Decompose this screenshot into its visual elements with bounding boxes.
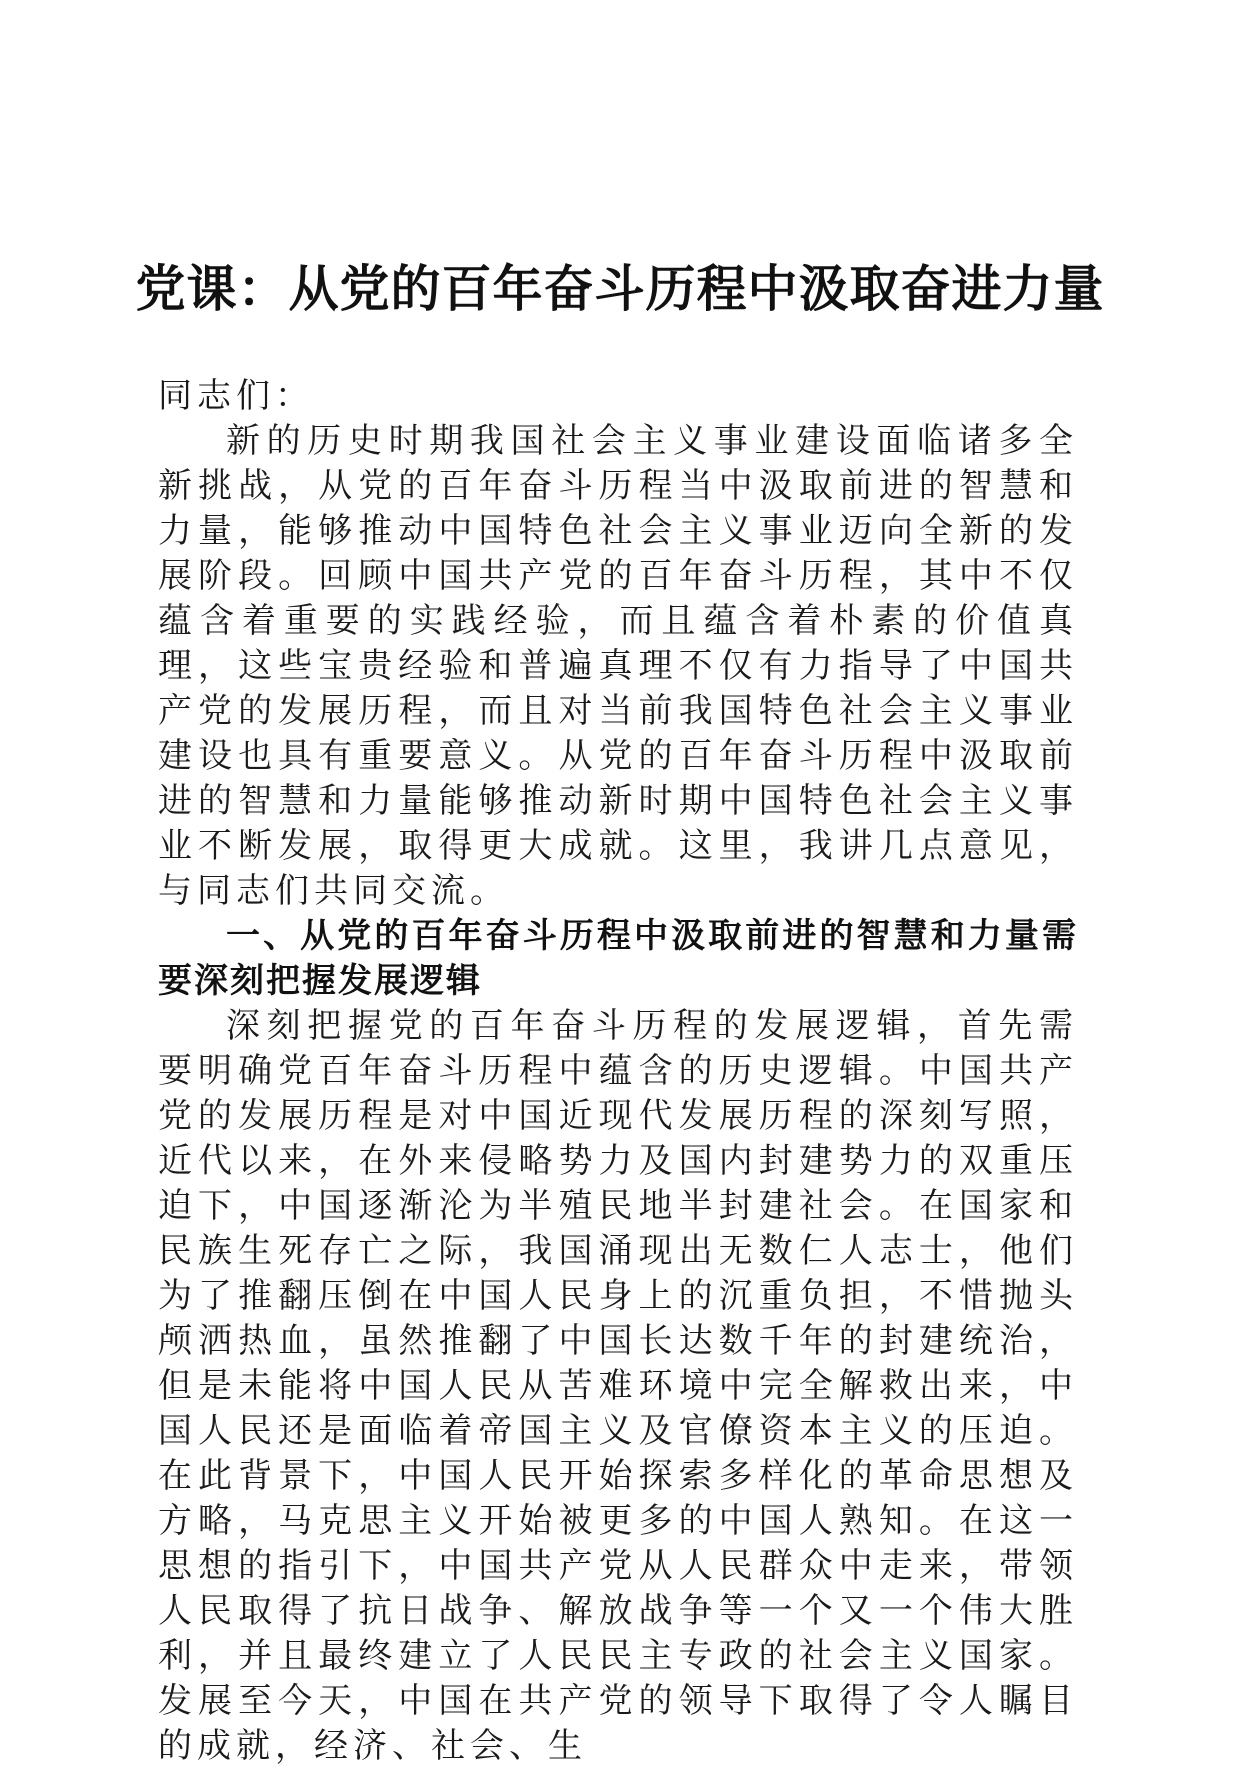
document-title: 党课：从党的百年奋斗历程中汲取奋进力量 — [135, 259, 1105, 318]
document-body — [158, 374, 1078, 1769]
salutation: 同志们： — [158, 376, 314, 416]
intro-paragraph: 新的历史时期我国社会主义事业建设面临诸多全新挑战，从党的百年奋斗历程当中汲取前进的智慧和力量，能够推动中国特色社会主义事业迈向全新的发展阶段。回顾中国共产党的百年奋斗历程，其中不仅蕴含着重要的实践经验，而且蕴含着朴素的价值真理，这些宝贵经验和普遍真理不仅有力指导了中国共产党的发展历程，而且对当前我国特色社会主义事业建设也具有重要意义。从党的百年奋斗历程中汲取前进的智慧和力量能够推动新时期中国特色社会主义事业不断发展，取得更大成就。这里，我讲几点意见，与同志们共同交流。 — [158, 421, 1078, 911]
section-1-heading: 一、从党的百年奋斗历程中汲取前进的智慧和力量需要深刻把握发展逻辑 — [158, 916, 1078, 1001]
section-1-paragraph: 深刻把握党的百年奋斗历程的发展逻辑，首先需要明确党百年奋斗历程中蕴含的历史逻辑。中国共产党的发展历程是对中国近现代发展历程的深刻写照，近代以来，在外来侵略势力及国内封建势力的双重压迫下，中国逐渐沦为半殖民地半封建社会。在国家和民族生死存亡之际，我国涌现出无数仁人志士，他们为了推翻压倒在中国人民身上的沉重负担，不惜抛头颅洒热血，虽然推翻了中国长达数千年的封建统治，但是未能将中国人民从苦难环境中完全解救出来，中国人民还是面临着帝国主义及官僚资本主义的压迫。在此背景下，中国人民开始探索多样化的革命思想及方略，马克思主义开始被更多的中国人熟知。在这一思想的指引下，中国共产党从人民群众中走来，带领人民取得了抗日战争、解放战争等一个又一个伟大胜利，并且最终建立了人民民主专政的社会主义国家。发展至今天，中国在共产党的领导下取得了令人瞩目的成就，经济、社会、生 — [158, 1006, 1078, 1766]
